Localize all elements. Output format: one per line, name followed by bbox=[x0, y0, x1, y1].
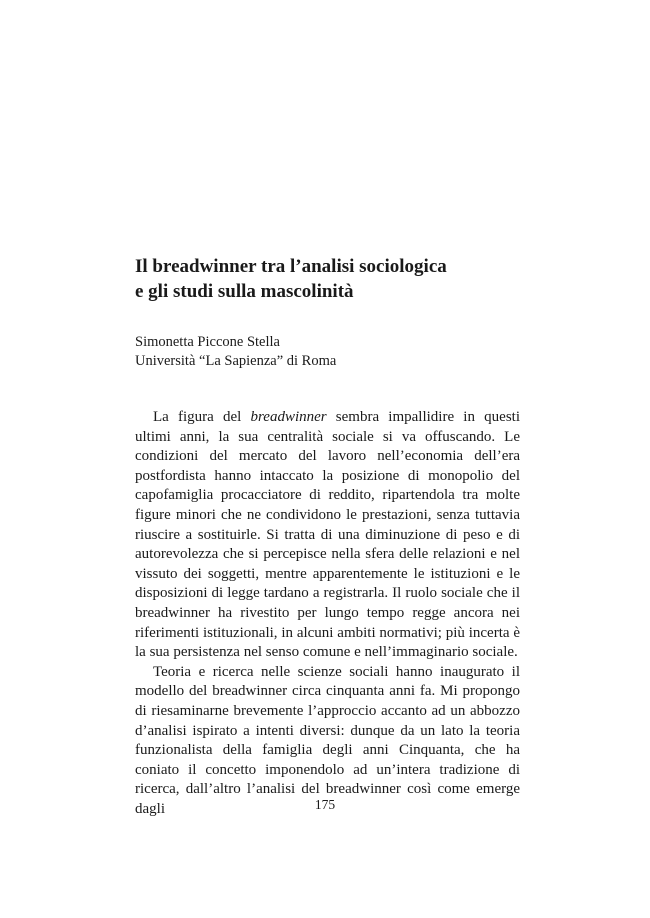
article-body bbox=[135, 408, 520, 819]
paragraph-1 bbox=[135, 408, 520, 663]
page-number: 175 bbox=[314, 797, 336, 812]
title-line-1: Il breadwinner tra l’analisi sociologica bbox=[135, 256, 447, 277]
paragraph-1-rest: sembra impallidire in questi ultimi anni, la sua centralità sociale si va offuscando. Le condizioni del mercato del lavoro nell’economia dell’era postfordista hanno intaccato la posizione di monopolio del capofamiglia procacciatore di reddito, ripartendola tra molte figure minori che ne condividono le prestazioni, senza tuttavia riuscire a sostituirle. Si tratta di una diminuzione di peso e di autorevolezza che si percepisce nella sfera delle relazioni e nel vissuto dei soggetti, mentre apparentemente le istituzioni e le disposizioni di legge tardano a registrarla. Il ruolo sociale che il breadwinner ha rivestito per lungo tempo regge ancora nei riferimenti istituzionali, in alcuni ambiti normativi; più incerta è la sua persistenza nel senso comune e nell’immaginario sociale. bbox=[135, 409, 520, 661]
author-block bbox=[135, 333, 535, 371]
title-line-2: e gli studi sulla mascolinità bbox=[135, 281, 354, 302]
author-affiliation: Università “La Sapienza” di Roma bbox=[135, 353, 337, 369]
paragraph-1-start: La figura del bbox=[153, 409, 251, 425]
author-name: Simonetta Piccone Stella bbox=[135, 334, 280, 350]
article-title bbox=[135, 254, 535, 304]
paragraph-1-italic-term: breadwinner bbox=[250, 409, 327, 425]
paragraph-2: Teoria e ricerca nelle scienze sociali hanno inaugurato il modello del breadwinner circa cinquanta anni fa. Mi propongo di riesaminarne brevemente l’approccio accanto ad un abbozzo d’analisi ispirato a intenti diversi: dunque da un lato la teoria funzionalista della famiglia degli anni Cinquanta, che ha coniato il concetto imponendolo ad un’intera tradizione di ricerca, dall’altro l’analisi del breadwinner così come emerge dagli bbox=[135, 663, 520, 817]
